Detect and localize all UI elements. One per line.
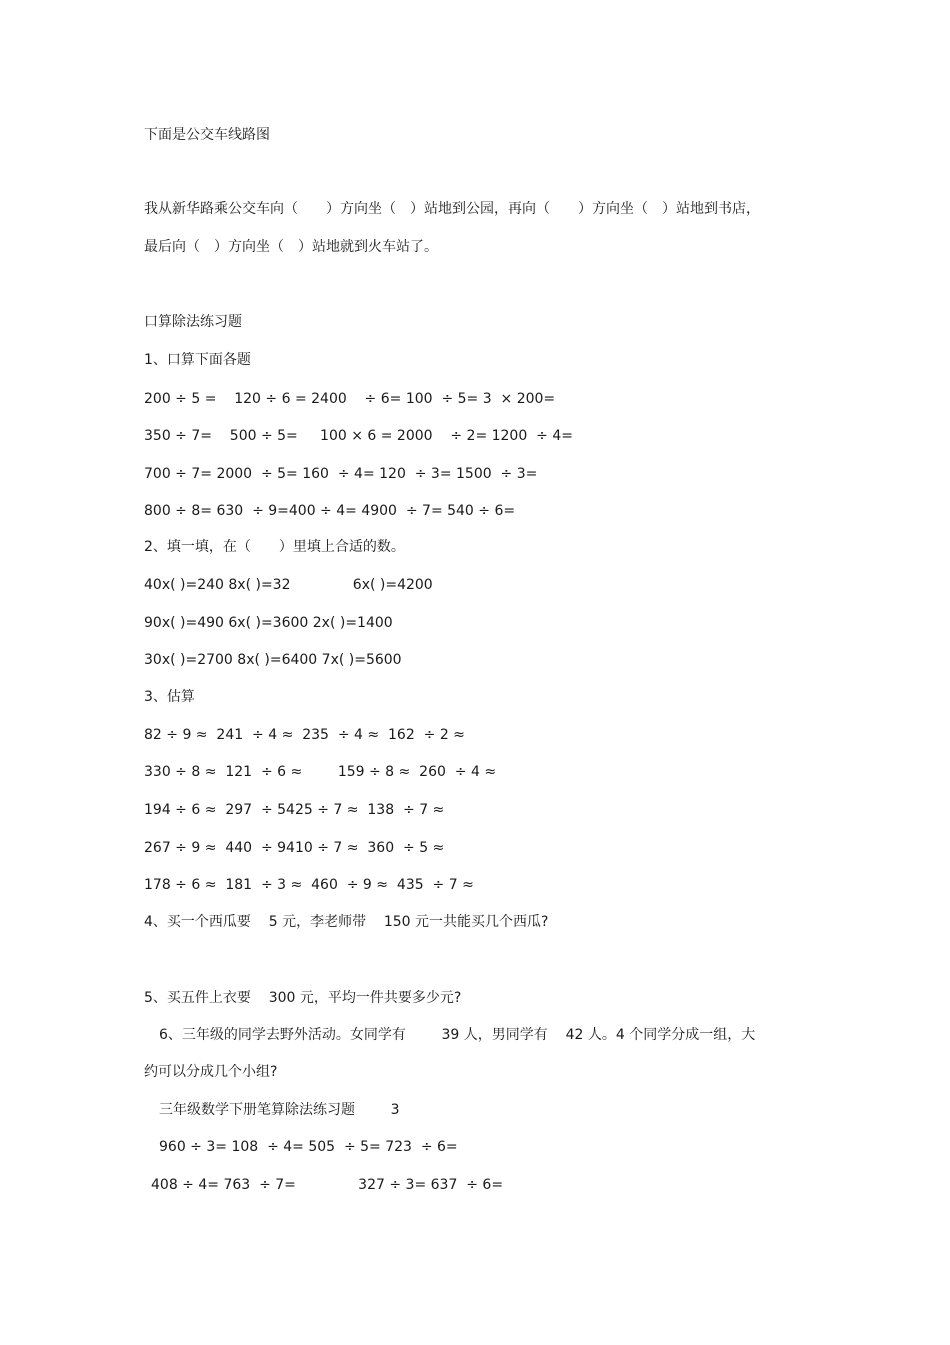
section-1-row-3: 700 ÷ 7= 2000 ÷ 5= 160 ÷ 4= 120 ÷ 3= 1500 ÷ 3= — [144, 466, 538, 482]
section-3-row-1: 82 ÷ 9 ≈ 241 ÷ 4 ≈ 235 ÷ 4 ≈ 162 ÷ 2 ≈ — [144, 727, 465, 743]
section-1-row-4: 800 ÷ 8= 630 ÷ 9=400 ÷ 4= 4900 ÷ 7= 540 ÷ 6= — [144, 503, 516, 519]
heading-written-division: 三年级数学下册笔算除法练习题 3 — [159, 1102, 400, 1118]
heading-bus-route: 下面是公交车线路图 — [144, 127, 270, 143]
section-2-row-2: 90x( )=490 6x( )=3600 2x( )=1400 — [144, 615, 393, 631]
section-2-title: 2、填一填，在（ ）里填上合适的数。 — [144, 539, 405, 555]
problem-6-line-2: 约可以分成几个小组? — [144, 1064, 278, 1080]
section-2-row-1: 40x( )=240 8x( )=32 6x( )=4200 — [144, 577, 433, 593]
heading-oral-division: 口算除法练习题 — [144, 314, 242, 330]
section-1-row-1: 200 ÷ 5 = 120 ÷ 6 = 2400 ÷ 6= 100 ÷ 5= 3 × 200= — [144, 391, 556, 407]
section-3-row-3: 194 ÷ 6 ≈ 297 ÷ 5425 ÷ 7 ≈ 138 ÷ 7 ≈ — [144, 802, 445, 818]
problem-4: 4、买一个西瓜要 5 元，李老师带 150 元一共能买几个西瓜? — [144, 914, 549, 930]
section-2-row-3: 30x( )=2700 8x( )=6400 7x( )=5600 — [144, 652, 402, 668]
written-division-row-2: 408 ÷ 4= 763 ÷ 7= 327 ÷ 3= 637 ÷ 6= — [151, 1177, 504, 1193]
section-1-title: 1、口算下面各题 — [144, 352, 251, 368]
section-3-title: 3、估算 — [144, 689, 195, 705]
problem-5: 5、买五件上衣要 300 元，平均一件共要多少元? — [144, 990, 462, 1006]
problem-6-line-1: 6、三年级的同学去野外活动。女同学有 39 人，男同学有 42 人。4 个同学分成一组，大 — [159, 1027, 756, 1043]
bus-route-question-line-2: 最后向（ ）方向坐（ ）站地就到火车站了。 — [144, 239, 438, 255]
section-3-row-4: 267 ÷ 9 ≈ 440 ÷ 9410 ÷ 7 ≈ 360 ÷ 5 ≈ — [144, 840, 445, 856]
section-3-row-2: 330 ÷ 8 ≈ 121 ÷ 6 ≈ 159 ÷ 8 ≈ 260 ÷ 4 ≈ — [144, 764, 497, 780]
bus-route-question-line-1: 我从新华路乘公交车向（ ）方向坐（ ）站地到公园，再向（ ）方向坐（ ）站地到书店， — [144, 201, 760, 217]
written-division-row-1: 960 ÷ 3= 108 ÷ 4= 505 ÷ 5= 723 ÷ 6= — [159, 1139, 458, 1155]
section-1-row-2: 350 ÷ 7= 500 ÷ 5= 100 × 6 = 2000 ÷ 2= 1200 ÷ 4= — [144, 428, 573, 444]
section-3-row-5: 178 ÷ 6 ≈ 181 ÷ 3 ≈ 460 ÷ 9 ≈ 435 ÷ 7 ≈ — [144, 877, 474, 893]
